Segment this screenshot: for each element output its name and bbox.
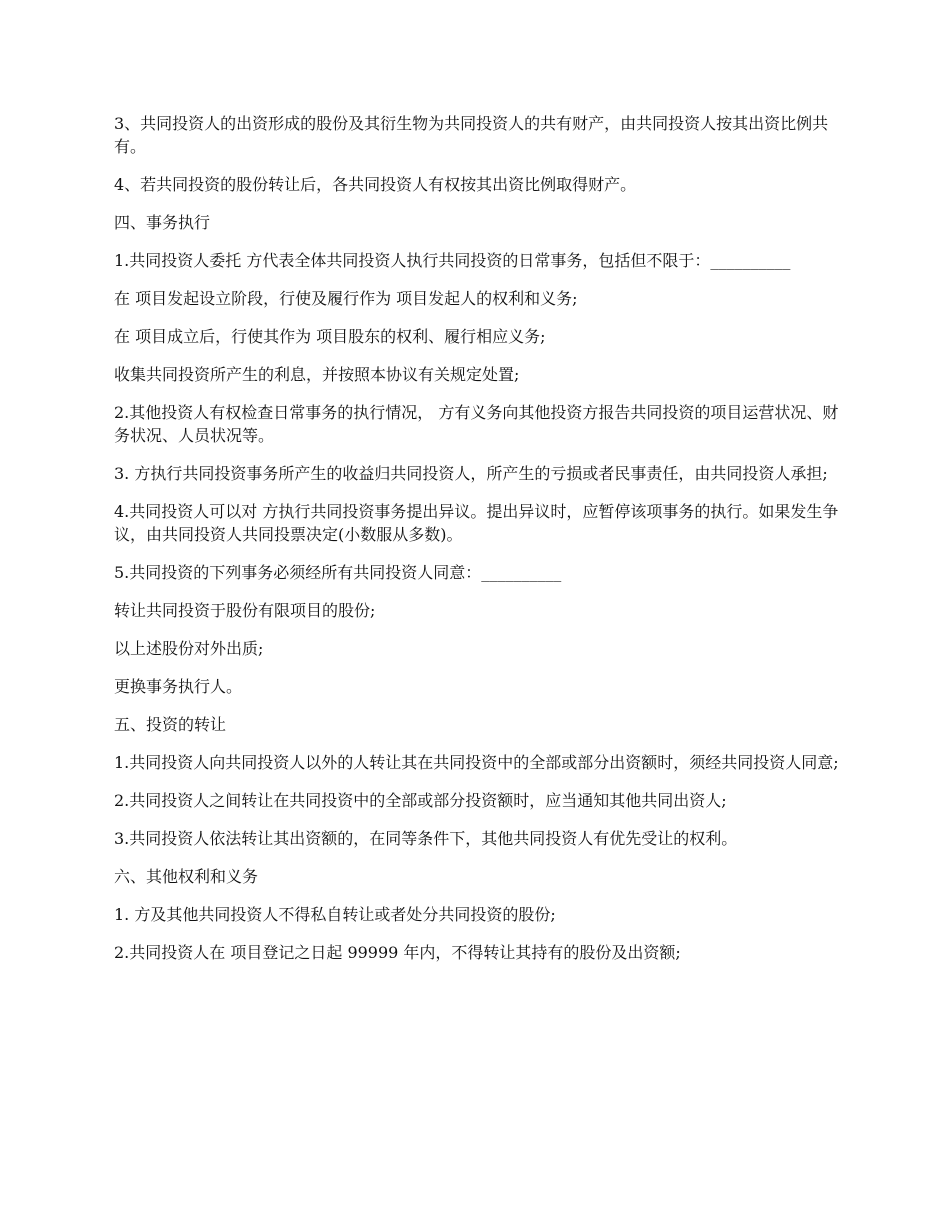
paragraph: 4.共同投资人可以对 方执行共同投资事务提出异议。提出异议时，应暂停该项事务的执行。如果发生争议，由共同投资人共同投票决定(小数服从多数)。: [114, 502, 839, 544]
paragraph: 转让共同投资于股份有限项目的股份;: [114, 601, 376, 620]
paragraph: 2.共同投资人在 项目登记之日起 99999 年内，不得转让其持有的股份及出资额;: [114, 943, 681, 962]
paragraph: 在 项目成立后，行使其作为 项目股东的权利、履行相应义务;: [114, 327, 546, 346]
section-heading: 六、其他权利和义务: [114, 867, 259, 886]
paragraph: 1. 方及其他共同投资人不得私自转让或者处分共同投资的股份;: [114, 905, 556, 924]
paragraph: 4、若共同投资的股份转让后，各共同投资人有权按其出资比例取得财产。: [114, 175, 637, 194]
paragraph: 2.共同投资人之间转让在共同投资中的全部或部分投资额时，应当通知其他共同出资人;: [114, 791, 727, 810]
document-body: [114, 112, 844, 979]
paragraph: 1.共同投资人委托 方代表全体共同投资人执行共同投资的日常事务，包括但不限于：__________: [114, 251, 791, 270]
paragraph: 3、共同投资人的出资形成的股份及其衍生物为共同投资人的共有财产，由共同投资人按其出资比例共有。: [114, 114, 829, 156]
paragraph: 在 项目发起设立阶段，行使及履行作为 项目发起人的权利和义务;: [114, 289, 578, 308]
paragraph: 1.共同投资人向共同投资人以外的人转让其在共同投资中的全部或部分出资额时，须经共同投资人同意;: [114, 753, 839, 772]
paragraph: 3.共同投资人依法转让其出资额的，在同等条件下，其他共同投资人有优先受让的权利。: [114, 829, 738, 848]
paragraph: 更换事务执行人。: [114, 677, 243, 696]
paragraph: 3. 方执行共同投资事务所产生的收益归共同投资人，所产生的亏损或者民事责任，由共同投资人承担;: [114, 464, 828, 483]
section-heading: 四、事务执行: [114, 213, 211, 232]
paragraph: 收集共同投资所产生的利息，并按照本协议有关规定处置;: [114, 365, 520, 384]
paragraph: 2.其他投资人有权检查日常事务的执行情况， 方有义务向其他投资方报告共同投资的项目运营状况、财务状况、人员状况等。: [114, 403, 839, 445]
section-heading: 五、投资的转让: [114, 715, 227, 734]
paragraph: 5.共同投资的下列事务必须经所有共同投资人同意：__________: [114, 563, 562, 582]
paragraph: 以上述股份对外出质;: [114, 639, 264, 658]
